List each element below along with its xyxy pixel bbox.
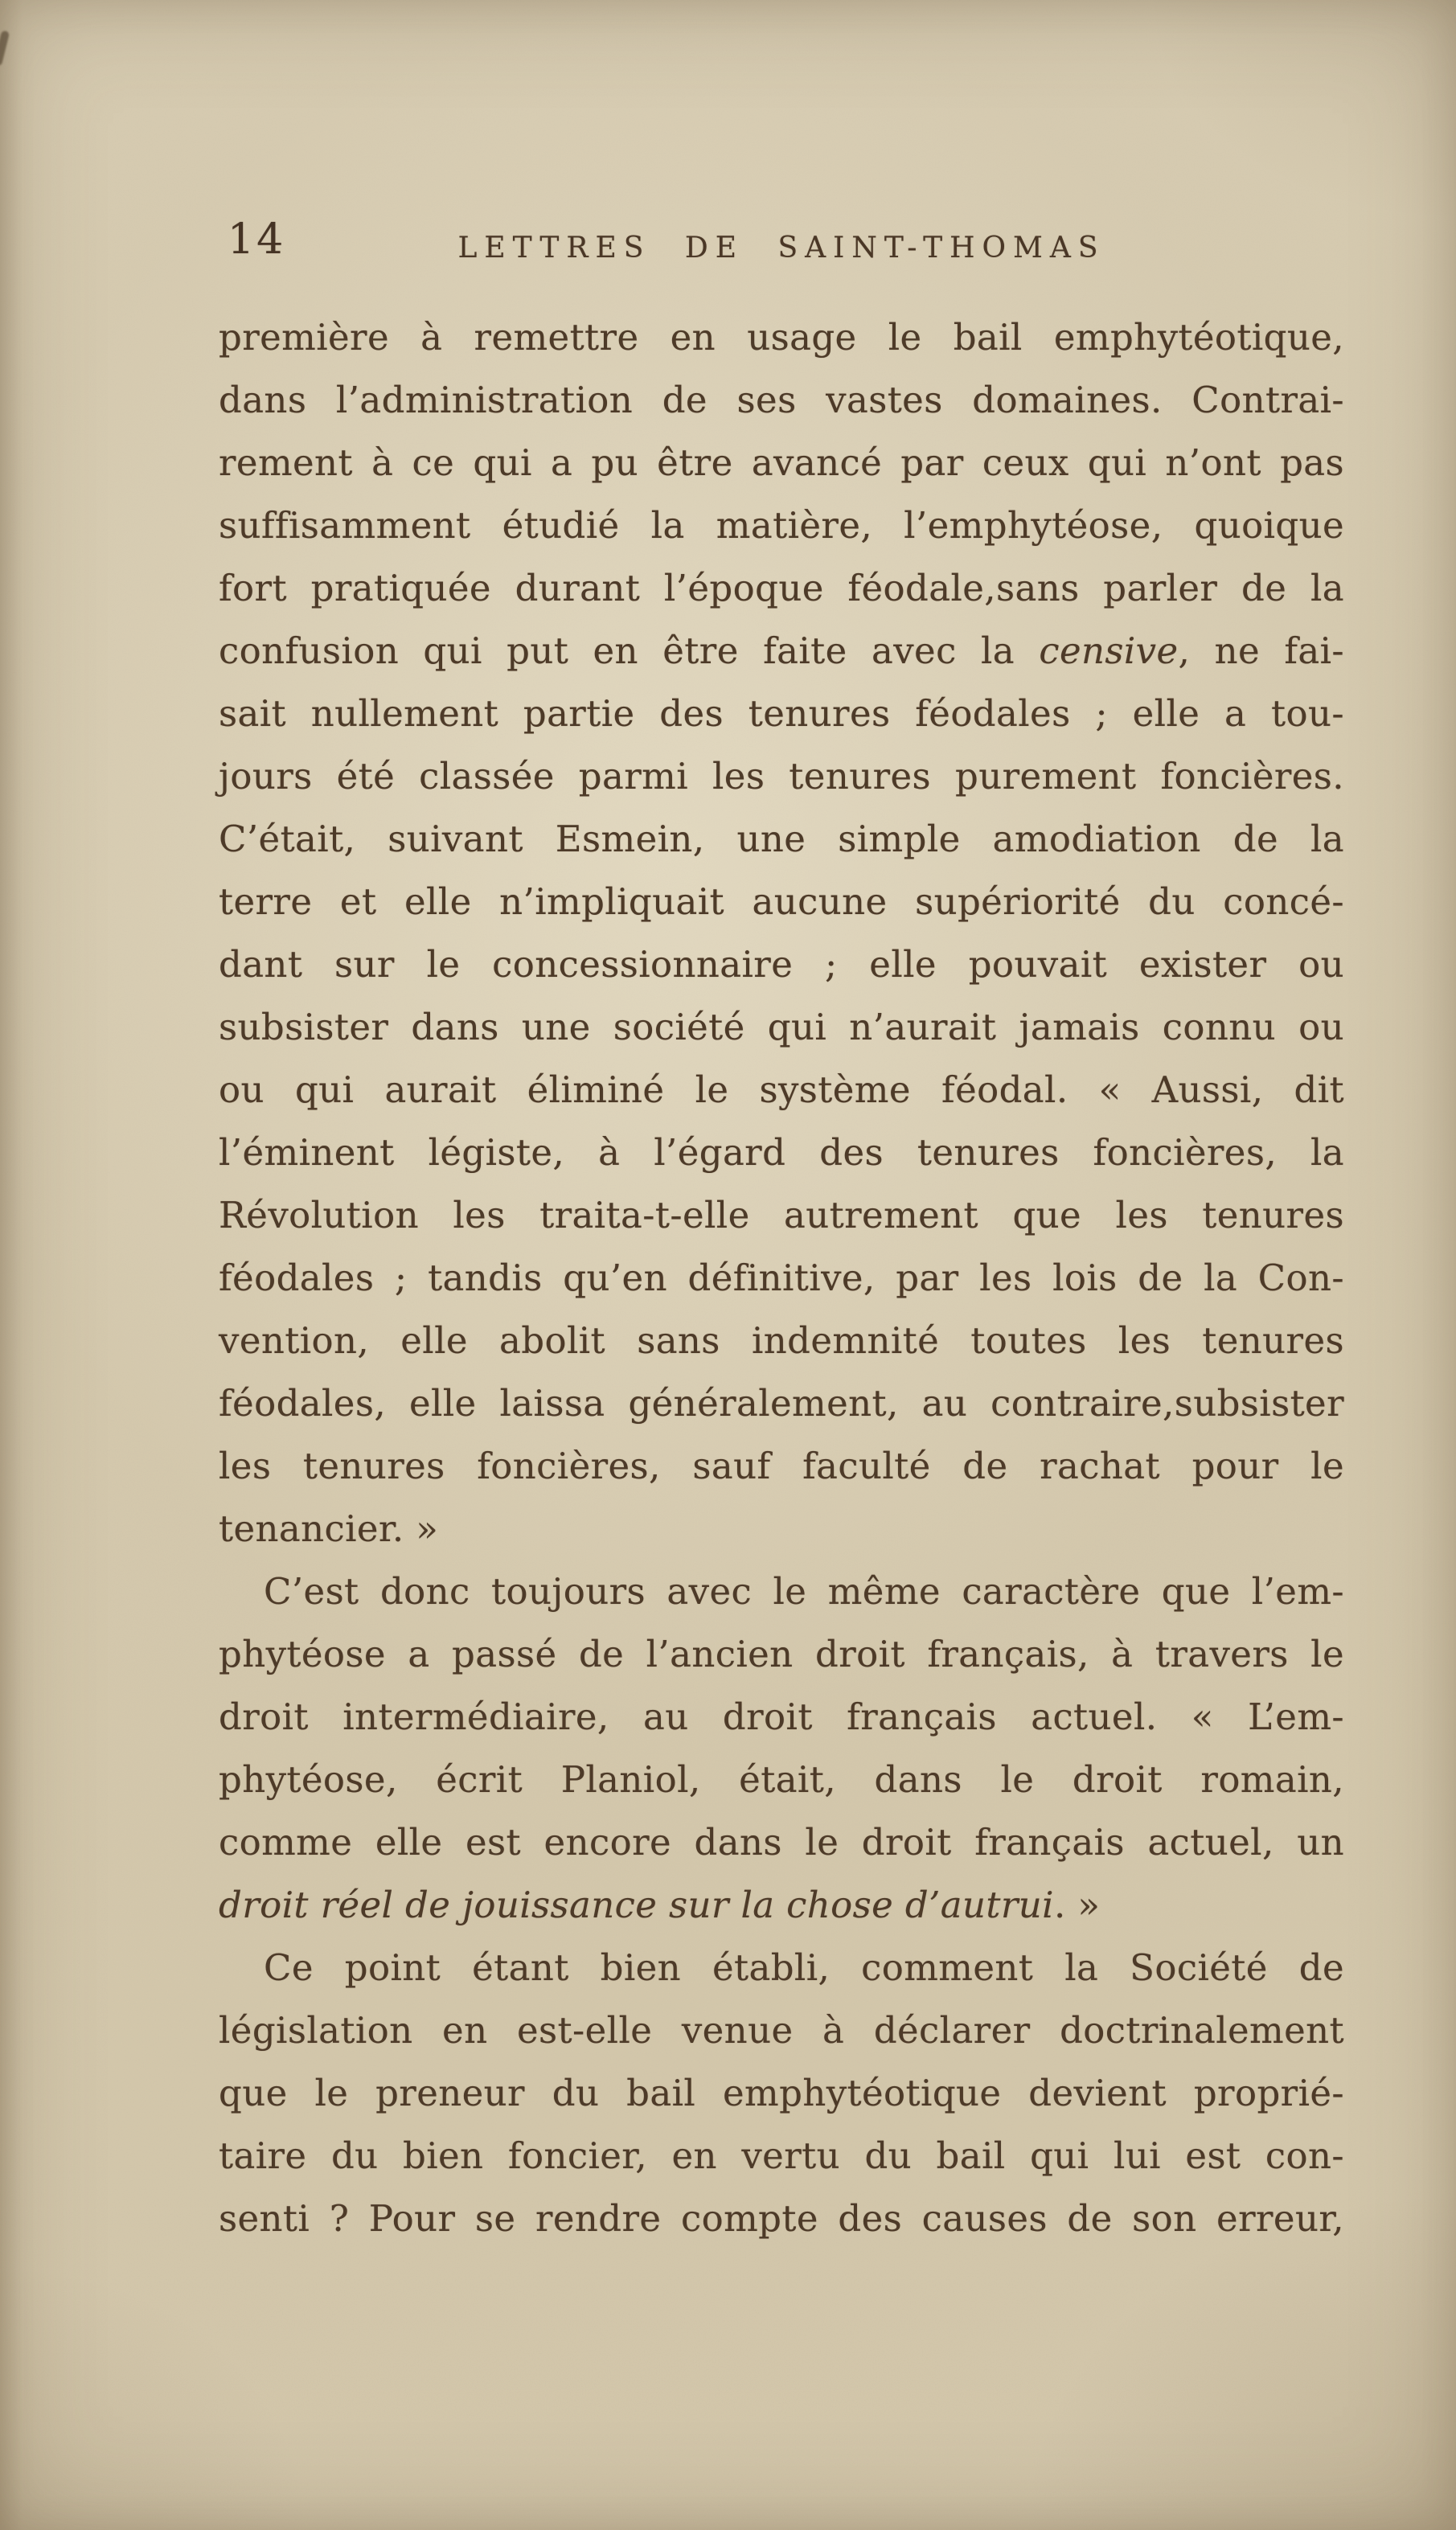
text-line (219, 557, 1344, 620)
running-title: LETTRES DE SAINT-THOMAS (457, 232, 1105, 264)
text-segment: . » (1053, 1884, 1101, 1926)
text-line (219, 432, 1344, 494)
text-line (219, 1874, 1344, 1937)
text-line (219, 871, 1344, 933)
text-line (219, 2125, 1344, 2188)
text-line (219, 494, 1344, 557)
text-segment: dans l’administration de ses vastes domaines. Contrai- (219, 379, 1344, 421)
text-line (219, 620, 1344, 683)
text-line (219, 1184, 1344, 1247)
text-segment: législation en est-elle venue à déclarer doctrinalement (219, 2009, 1344, 2052)
text-segment: Révolution les traita-t-elle autrement que les tenures (219, 1194, 1344, 1236)
text-segment: Ce point étant bien établi, comment la Société de (264, 1946, 1344, 1989)
italic-text-segment: censive (1039, 629, 1179, 672)
text-line (219, 683, 1344, 745)
text-line (219, 933, 1344, 996)
text-line (219, 1811, 1344, 1874)
text-segment: l’éminent légiste, à l’égard des tenures foncières, la (219, 1131, 1344, 1174)
text-line (219, 1435, 1344, 1498)
text-line (219, 1623, 1344, 1686)
text-segment: phytéose, écrit Planiol, était, dans le droit romain, (219, 1758, 1344, 1801)
text-segment: féodales ; tandis qu’en définitive, par les lois de la Con- (219, 1257, 1344, 1299)
text-line (219, 1560, 1344, 1623)
text-line (219, 1749, 1344, 1811)
text-segment: dant sur le concessionnaire ; elle pouvait exister ou (219, 943, 1344, 986)
text-line (219, 1310, 1344, 1372)
text-line (219, 1937, 1344, 1999)
text-segment: senti ? Pour se rendre compte des causes de son erreur, (219, 2197, 1344, 2240)
text-block (219, 306, 1344, 2250)
text-segment: subsister dans une société qui n’aurait jamais connu ou (219, 1006, 1344, 1048)
text-line (219, 2188, 1344, 2250)
text-segment: ou qui aurait éliminé le système féodal. « Aussi, dit (219, 1068, 1344, 1111)
text-segment: jours été classée parmi les tenures purement foncières. (219, 755, 1344, 798)
text-segment: confusion qui put en être faite avec la (219, 629, 1040, 672)
text-line (219, 1121, 1344, 1184)
text-segment: taire du bien foncier, en vertu du bail qui lui est con- (219, 2134, 1344, 2177)
text-line (219, 1372, 1344, 1435)
text-line (219, 1999, 1344, 2062)
text-segment: vention, elle abolit sans indemnité toutes les tenures (219, 1319, 1344, 1362)
text-segment: C’était, suivant Esmein, une simple amodiation de la (219, 818, 1344, 860)
italic-text-segment: droit réel de jouissance sur la chose d’autrui (219, 1884, 1054, 1926)
text-segment: comme elle est encore dans le droit français actuel, un (219, 1821, 1344, 1864)
text-line (219, 745, 1344, 808)
text-segment: première à remettre en usage le bail emphytéotique, (219, 316, 1344, 359)
text-line (219, 996, 1344, 1059)
text-segment: C’est donc toujours avec le même caractère que l’em- (264, 1570, 1344, 1613)
text-segment: féodales, elle laissa généralement, au contraire,subsister (219, 1382, 1344, 1425)
text-segment: terre et elle n’impliquait aucune supériorité du concé- (219, 880, 1344, 923)
text-line (219, 1247, 1344, 1310)
text-line (219, 306, 1344, 369)
text-line (219, 369, 1344, 432)
text-line (219, 808, 1344, 871)
text-line (219, 1059, 1344, 1121)
text-segment: que le preneur du bail emphytéotique devient proprié- (219, 2072, 1344, 2114)
edge-smudge-mark (0, 30, 10, 66)
text-line (219, 2062, 1344, 2125)
text-segment: suffisamment étudié la matière, l’emphytéose, quoique (219, 504, 1344, 547)
text-line (219, 1498, 1344, 1560)
page-number: 14 (228, 215, 286, 264)
text-line (219, 1686, 1344, 1749)
text-segment: rement à ce qui a pu être avancé par ceux qui n’ont pas (219, 441, 1344, 484)
text-segment: sait nullement partie des tenures féodales ; elle a tou- (219, 692, 1344, 735)
text-segment: phytéose a passé de l’ancien droit français, à travers le (219, 1633, 1344, 1675)
text-segment: , ne fai- (1178, 629, 1344, 672)
text-segment: droit intermédiaire, au droit français actuel. « L’em- (219, 1696, 1344, 1738)
text-segment: les tenures foncières, sauf faculté de rachat pour le (219, 1445, 1344, 1487)
text-segment: tenancier. » (219, 1507, 439, 1550)
text-segment: fort pratiquée durant l’époque féodale,sans parler de la (219, 567, 1344, 609)
